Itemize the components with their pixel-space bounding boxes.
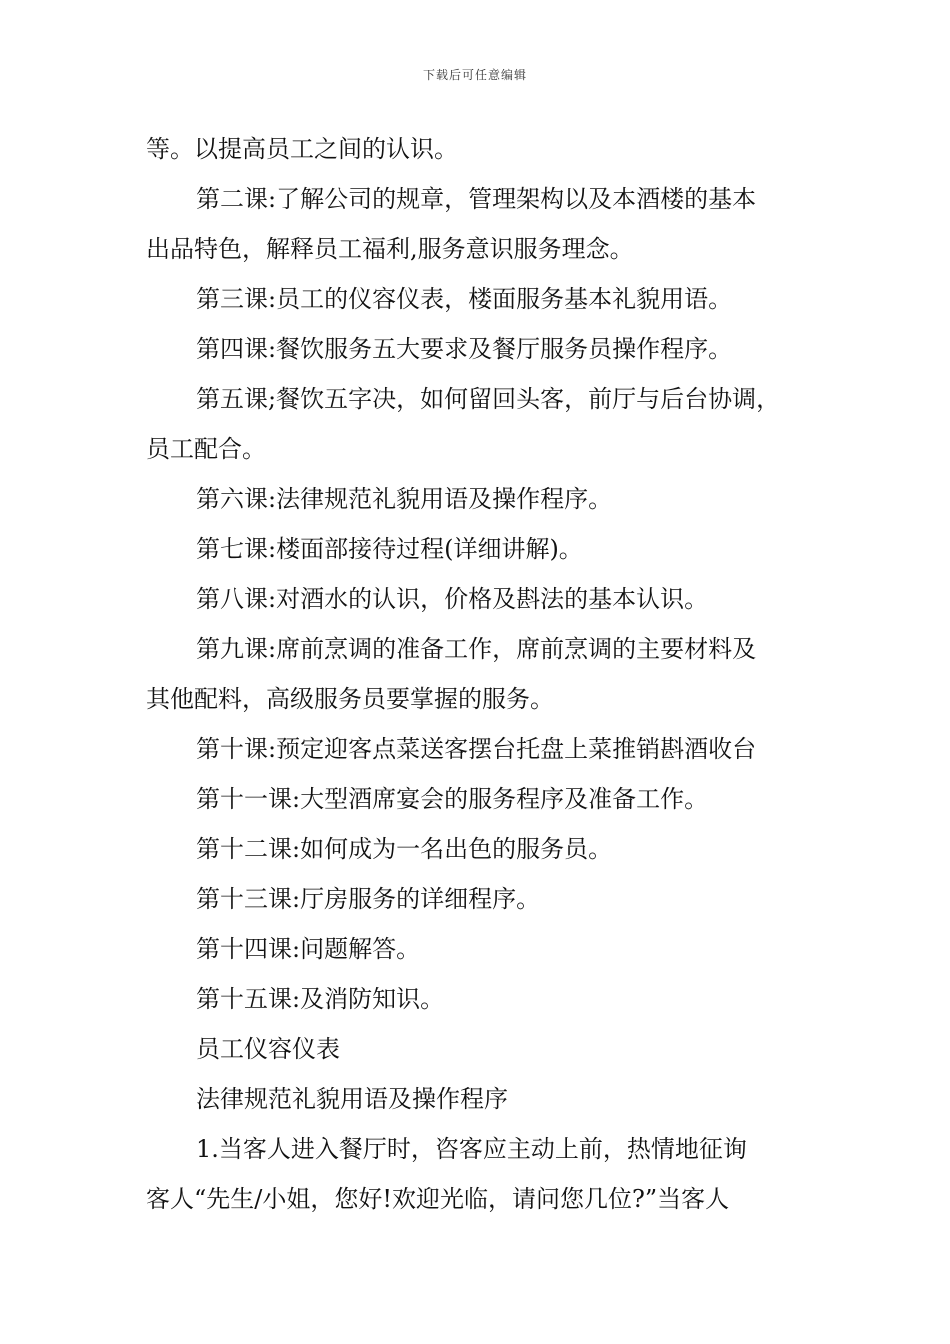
text-line: 第九课:席前烹调的准备工作，席前烹调的主要材料及 [196, 635, 757, 663]
text-line: 第十四课:问题解答。 [196, 935, 421, 963]
text-line: 第五课;餐饮五字决，如何留回头客，前厅与后台协调， [196, 385, 781, 413]
text-line: 第十五课:及消防知识。 [196, 985, 445, 1013]
text-line: 客人“先生/小姐，您好!欢迎光临，请问您几位?”当客人 [146, 1185, 730, 1213]
section-heading: 法律规范礼貌用语及操作程序 [196, 1085, 508, 1113]
text-line: 1.当客人进入餐厅时，咨客应主动上前，热情地征询 [196, 1135, 747, 1163]
text-line: 员工配合。 [146, 435, 266, 463]
document-body [146, 124, 816, 1224]
text-line: 其他配料，高级服务员要掌握的服务。 [146, 685, 554, 713]
text-line: 第三课:员工的仪容仪表，楼面服务基本礼貌用语。 [196, 285, 733, 313]
text-line: 第四课:餐饮服务五大要求及餐厅服务员操作程序。 [196, 335, 733, 363]
text-line: 第十二课:如何成为一名出色的服务员。 [196, 835, 613, 863]
text-line: 第二课:了解公司的规章，管理架构以及本酒楼的基本 [196, 185, 757, 213]
text-line: 等。以提高员工之间的认识。 [146, 135, 458, 163]
text-line: 出品特色，解释员工福利,服务意识服务理念。 [146, 235, 634, 263]
text-line: 第六课:法律规范礼貌用语及操作程序。 [196, 485, 613, 513]
page-header-note: 下载后可任意编辑 [422, 68, 527, 82]
section-heading: 员工仪容仪表 [196, 1035, 340, 1063]
text-line: 第十课:预定迎客点菜送客摆台托盘上菜推销斟酒收台 [196, 735, 757, 763]
text-line: 第十一课:大型酒席宴会的服务程序及准备工作。 [196, 785, 709, 813]
text-line: 第七课:楼面部接待过程(详细讲解)。 [196, 535, 583, 563]
text-line: 第十三课:厅房服务的详细程序。 [196, 885, 541, 913]
text-line: 第八课:对酒水的认识，价格及斟法的基本认识。 [196, 585, 709, 613]
